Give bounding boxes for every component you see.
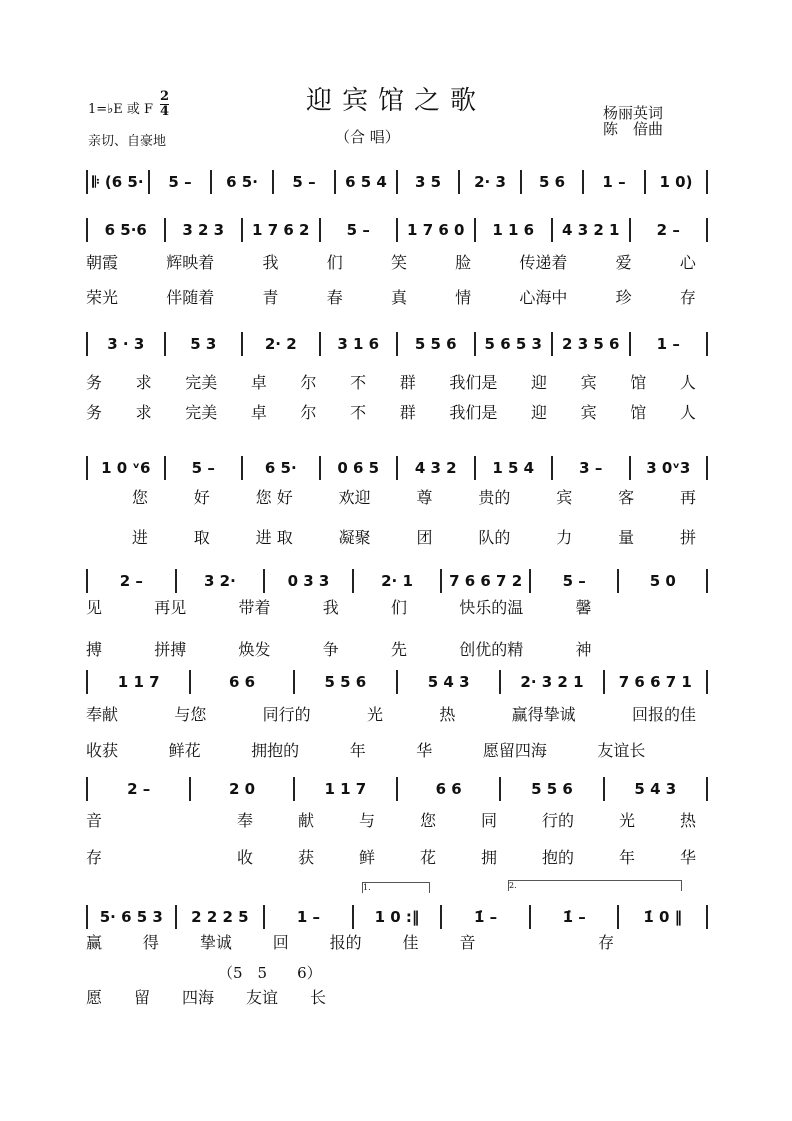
composer: 陈 偣曲 <box>603 120 664 138</box>
lyric-word: 鲜 <box>358 848 375 867</box>
measure: 1 0 ᵛ6 <box>101 459 151 477</box>
lyric-word: 辉映着 <box>166 253 215 272</box>
lyric-word: 务 <box>86 373 103 392</box>
lyric-word: 取 <box>193 528 210 547</box>
lyrics-line <box>86 738 696 761</box>
volta-2 <box>508 880 682 891</box>
lyrics-line <box>86 400 696 423</box>
time-top: 2 <box>160 89 170 104</box>
lyric-word: 带着 <box>238 598 271 617</box>
lyric-word: 完美 <box>185 403 218 422</box>
measure: 5 0 <box>649 572 676 590</box>
lyric-word: 们 <box>391 598 408 617</box>
lyric-word: 拼搏 <box>154 640 187 659</box>
lyric-word: 务 <box>86 403 103 422</box>
lyric-word: 同行的 <box>262 705 311 724</box>
barline <box>706 170 708 194</box>
measure: 6 5 4 <box>345 173 387 191</box>
lyric-word: 年 <box>349 741 366 760</box>
lyric-word: 真 <box>390 288 407 307</box>
lyric-word: 传递着 <box>519 253 568 272</box>
lyric-word: 得 <box>142 933 159 952</box>
lyric-word: 与 <box>358 811 375 830</box>
expression-mark: 亲切、自豪地 <box>88 134 167 149</box>
lyric-word: 力 <box>556 528 573 547</box>
lyrics-line <box>86 525 696 548</box>
lyric-word: 求 <box>135 403 152 422</box>
notes-row <box>86 456 708 480</box>
lyric-word: 春 <box>326 288 343 307</box>
lyrics-line <box>86 637 696 660</box>
lyric-word: 迎 <box>531 373 548 392</box>
volta-2-label: 2. <box>509 881 517 890</box>
lyric-word: 群 <box>399 403 416 422</box>
lyric-word: 回报的佳 <box>631 705 696 724</box>
notes-row <box>86 777 708 801</box>
measure: 5 6 <box>538 173 566 191</box>
lyrics-line <box>86 808 696 831</box>
lyric-word: 不 <box>350 403 367 422</box>
lyric-word: 热 <box>439 705 456 724</box>
time-bottom: 4 <box>160 104 170 119</box>
measure: 2 – <box>119 572 143 590</box>
lyric-word: 华 <box>416 741 433 760</box>
lyric-word: 贵的 <box>478 488 511 507</box>
lyric-word: 留 <box>133 988 150 1007</box>
measure: 6 5·6 <box>104 221 147 239</box>
lyric-word: 愿留四海 <box>482 741 547 760</box>
lyric-word: 同 <box>480 811 497 830</box>
measure: 2· 3 <box>474 173 506 191</box>
lyrics-line <box>86 595 696 618</box>
time-signature <box>160 90 169 119</box>
measure: 1 1 6 <box>492 221 535 239</box>
lyric-word: 再见 <box>154 598 187 617</box>
measure: 0 6 5 <box>337 459 380 477</box>
measure: 2 – <box>656 221 680 239</box>
lyric-word: 光 <box>618 811 635 830</box>
measure: 1 0 :‖ <box>374 908 420 926</box>
lyric-word: 收 <box>236 848 253 867</box>
lyric-word: 我 <box>322 598 339 617</box>
measure: 2 0 <box>228 780 256 798</box>
measure: 3 2 3 <box>182 221 225 239</box>
measure: 2· 2 <box>264 335 297 353</box>
lyric-word: 我们是 <box>449 403 498 422</box>
lyric-word: 您 <box>419 811 436 830</box>
measure: 1 7 6 2 <box>252 221 310 239</box>
lyric-word: 宾 <box>556 488 573 507</box>
lyric-word: 存 <box>598 933 615 952</box>
barline <box>706 777 708 801</box>
measure: 2 2 2 5 <box>191 908 249 926</box>
lyric-word: 尔 <box>300 373 317 392</box>
lyric-word: 迎 <box>531 403 548 422</box>
measure: 5 – <box>346 221 370 239</box>
measure: 4 3 2 1 <box>562 221 620 239</box>
lyric-word: 奉 <box>236 811 253 830</box>
measure: 1̇ 0 ‖ <box>643 908 683 926</box>
lyric-word: 长 <box>309 988 326 1007</box>
measure: 4 3 2 <box>414 459 457 477</box>
measure: 7 6 6 7 1 <box>618 673 692 691</box>
barline <box>706 456 708 480</box>
measure: 2 – <box>127 780 151 798</box>
notes-row <box>86 332 708 356</box>
lyric-word: 拼 <box>679 528 696 547</box>
lyric-word: 馆 <box>630 373 647 392</box>
barline <box>706 332 708 356</box>
measure: 3 – <box>579 459 603 477</box>
lyric-word: 争 <box>322 640 339 659</box>
lyric-word: 再 <box>679 488 696 507</box>
lyric-word: 卓 <box>250 403 267 422</box>
lyric-word: 拥 <box>480 848 497 867</box>
lyric-word: 音 <box>86 811 103 830</box>
measure: 1 5 4 <box>492 459 535 477</box>
measure: 2· 3 2 1 <box>520 673 584 691</box>
measure: 𝄆 (6 5· <box>92 173 144 191</box>
lyric-word: 脸 <box>455 253 472 272</box>
lyric-word: 人 <box>679 373 696 392</box>
measure: 5 4 3 <box>427 673 470 691</box>
notes-row <box>86 905 708 929</box>
measure: 5 – <box>191 459 215 477</box>
lyric-word: 行的 <box>541 811 574 830</box>
lyric-word: 赢得挚诚 <box>511 705 576 724</box>
barline <box>706 218 708 242</box>
measure: 6 6 <box>435 780 462 798</box>
measure: 3 · 3 <box>107 335 145 353</box>
lyric-word: 欢迎 <box>338 488 371 507</box>
lyric-word: 客 <box>618 488 635 507</box>
song-title: 迎宾馆之歌 <box>305 86 486 116</box>
lyric-word: 神 <box>575 640 592 659</box>
lyric-word: 四海 <box>181 988 214 1007</box>
lyric-word: 鲜花 <box>168 741 201 760</box>
notes-row <box>86 218 708 242</box>
measure: 5 4 3 <box>634 780 677 798</box>
lyric-word: 您 好 <box>255 488 293 507</box>
lyric-word: 奉献 <box>86 705 119 724</box>
barline <box>706 569 708 593</box>
lyric-word: 愿 <box>86 988 103 1007</box>
lyric-word: 获 <box>297 848 314 867</box>
lyric-word: 团 <box>416 528 433 547</box>
lyric-word: 进 <box>131 528 148 547</box>
lyric-word: 光 <box>366 705 383 724</box>
lyric-word: 不 <box>350 373 367 392</box>
lyric-word: 人 <box>679 403 696 422</box>
lyric-word: 报的 <box>329 933 362 952</box>
lyric-word: 快乐的温 <box>459 598 524 617</box>
lyric-word: 创优的精 <box>459 640 524 659</box>
volta-1-label: 1. <box>363 883 371 892</box>
lyricist: 杨丽英词 <box>603 104 664 122</box>
lyric-word: 队的 <box>478 528 511 547</box>
alt-notes: （5 5 6） <box>218 964 322 982</box>
measure: 1 0) <box>659 173 693 191</box>
lyric-word: 朝霞 <box>86 253 119 272</box>
lyric-word: 我 <box>262 253 279 272</box>
lyric-word: 我们是 <box>449 373 498 392</box>
barline <box>706 670 708 694</box>
subtitle: （合 唱） <box>335 128 400 146</box>
lyric-word: 献 <box>297 811 314 830</box>
measure: 1̇ – <box>474 908 498 926</box>
lyrics-line <box>86 250 696 273</box>
lyric-word: 华 <box>679 848 696 867</box>
lyric-word: 好 <box>193 488 210 507</box>
lyric-word: 尔 <box>300 403 317 422</box>
lyric-word: 搏 <box>86 640 103 659</box>
lyric-word: 心 <box>679 253 696 272</box>
measure: 5 – <box>562 572 586 590</box>
measure: 2· 1 <box>381 572 413 590</box>
measure: 5· 6 5 3 <box>99 908 163 926</box>
lyric-word: 完美 <box>185 373 218 392</box>
measure: 3 2· <box>203 572 236 590</box>
lyric-word: 们 <box>326 253 343 272</box>
measure: 1 – <box>602 173 626 191</box>
lyric-word: 青 <box>262 288 279 307</box>
lyric-word: 回 <box>272 933 289 952</box>
lyrics-line <box>86 930 696 953</box>
measure: 1 – <box>296 908 321 926</box>
lyric-word: 进 取 <box>255 528 293 547</box>
measure: 1 – <box>656 335 680 353</box>
measure: 3 5 <box>414 173 442 191</box>
lyric-word: 抱的 <box>541 848 574 867</box>
notes-row <box>86 170 708 194</box>
lyric-word: 友谊 <box>245 988 278 1007</box>
measure: 1 1 7 <box>117 673 160 691</box>
lyric-word: 群 <box>399 373 416 392</box>
lyric-word: 收获 <box>86 741 119 760</box>
lyric-word: 焕发 <box>238 640 271 659</box>
measure: 1 1 7 <box>324 780 367 798</box>
measure: 5 5 6 <box>324 673 367 691</box>
lyric-word: 佳 <box>402 933 419 952</box>
measure: 3 1 6 <box>337 335 380 353</box>
lyric-word: 求 <box>135 373 152 392</box>
lyrics-line <box>86 285 696 308</box>
lyric-word: 卓 <box>250 373 267 392</box>
lyric-word: 珍 <box>615 288 632 307</box>
lyric-word: 拥抱的 <box>251 741 300 760</box>
barline <box>706 905 708 929</box>
measure: 5 5 6 <box>531 780 573 798</box>
measure: 0 3 3 <box>287 572 330 590</box>
lyric-word: 馆 <box>630 403 647 422</box>
lyric-word: 荣光 <box>86 288 119 307</box>
lyric-word: 赢 <box>86 933 103 952</box>
lyrics-line <box>86 702 696 725</box>
lyric-word: 量 <box>618 528 635 547</box>
measure: 6 6 <box>228 673 256 691</box>
measure: 5 5 6 <box>414 335 457 353</box>
lyric-word: 您 <box>131 488 148 507</box>
lyric-word: 爱 <box>615 253 632 272</box>
lyric-word: 花 <box>419 848 436 867</box>
lyric-word: 热 <box>679 811 696 830</box>
lyric-word: 挚诚 <box>199 933 232 952</box>
measure: 5 – <box>292 173 316 191</box>
lyric-word: 音 <box>459 933 476 952</box>
measure: 7 6 6 7 2 <box>449 572 523 590</box>
measure: 5 6 5 3 <box>484 335 542 353</box>
lyric-word: 情 <box>455 288 472 307</box>
lyric-word: 笑 <box>390 253 407 272</box>
notes-row <box>86 569 708 593</box>
lyrics-line <box>86 370 696 393</box>
lyric-word: 宾 <box>580 403 597 422</box>
notes-row <box>86 670 708 694</box>
lyrics-line <box>86 485 696 508</box>
lyric-word: 友谊长 <box>597 741 646 760</box>
lyric-word: 尊 <box>416 488 433 507</box>
measure: 1 7 6 0 <box>407 221 465 239</box>
key-signature: 1=♭E 或 F <box>88 102 154 117</box>
volta-1 <box>362 882 430 893</box>
measure: 6 5· <box>226 173 258 191</box>
lyric-word: 先 <box>391 640 408 659</box>
lyric-word: 与您 <box>174 705 207 724</box>
alt-lyrics-line <box>86 985 326 1008</box>
measure: 2 3 5 6 <box>562 335 620 353</box>
lyric-word: 年 <box>618 848 635 867</box>
measure: 1̇ – <box>562 908 586 926</box>
lyric-word: 心海中 <box>519 288 568 307</box>
lyric-word: 存 <box>86 848 103 867</box>
lyric-word: 见 <box>86 598 103 617</box>
lyric-word: 宾 <box>580 373 597 392</box>
measure: 5 – <box>168 173 192 191</box>
measure: 5 3 <box>190 335 217 353</box>
lyric-word: 伴随着 <box>166 288 215 307</box>
lyrics-line <box>86 845 696 868</box>
measure: 6 5· <box>264 459 297 477</box>
lyric-word: 存 <box>679 288 696 307</box>
measure: 3 0ᵛ3 <box>646 459 691 477</box>
lyric-word: 馨 <box>575 598 592 617</box>
lyric-word: 凝聚 <box>338 528 371 547</box>
